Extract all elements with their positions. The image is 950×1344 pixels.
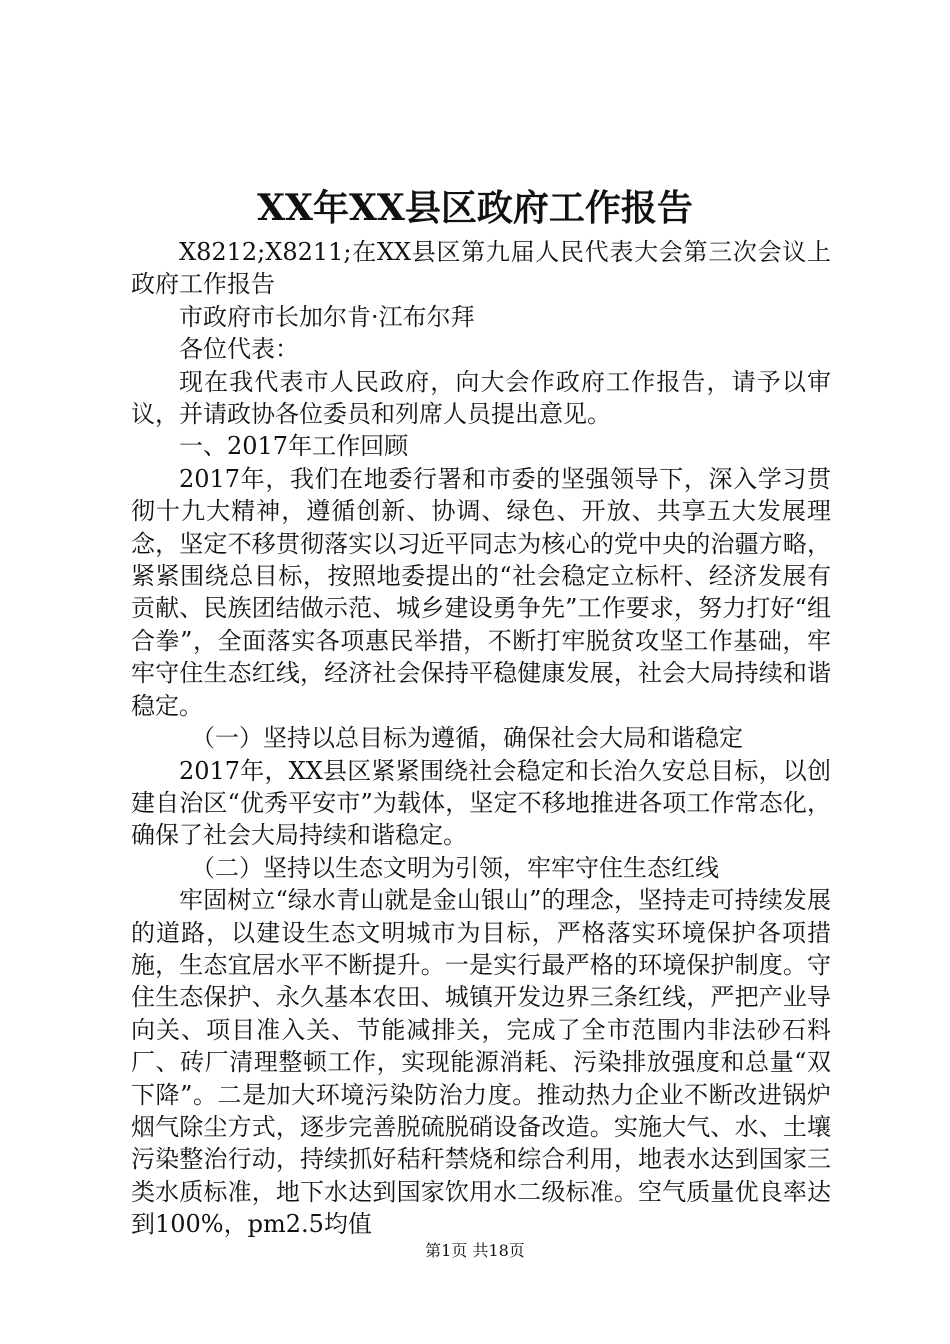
document-body [131,236,831,1241]
paragraph: 2017年，我们在地委行署和市委的坚强领导下，深入学习贯彻十九大精神，遵循创新、协调、绿色、开放、共享五大发展理念，坚定不移贯彻落实以习近平同志为核心的党中央的治疆方略，紧紧围绕总目标，按照地委提出的“社会稳定立标杆、经济发展有贡献、民族团结做示范、城乡建设勇争先”工作要求，努力打好“组合拳”，全面落实各项惠民举措，不断打牢脱贫攻坚工作基础，牢牢守住生态红线，经济社会保持平稳健康发展，社会大局持续和谐稳定。 [131,464,831,720]
page-title: XX年XX县区政府工作报告 [257,187,693,229]
paragraph-intro: 现在我代表市人民政府，向大会作政府工作报告，请予以审议，并请政协各位委员和列席人员提出意见。 [131,367,831,429]
subsection-heading: （一）坚持以总目标为遵循，确保社会大局和谐稳定 [191,724,743,753]
paragraph-salutation: 各位代表： [179,335,299,364]
paragraph-heading-line: X8212;X8211;在XX县区第九届人民代表大会第三次会议上政府工作报告 [131,238,831,299]
page-number-footer: 第1页 共18页 [425,1241,525,1260]
paragraph: 2017年，XX县区紧紧围绕社会稳定和长治久安总目标，以创建自治区“优秀平安市”为载体，坚定不移地推进各项工作常态化，确保了社会大局持续和谐稳定。 [131,756,831,850]
section-heading: 一、2017年工作回顾 [179,432,409,461]
paragraph: 牢固树立“绿水青山就是金山银山”的理念，坚持走可持续发展的道路，以建设生态文明城市为目标，严格落实环境保护各项措施，生态宜居水平不断提升。一是实行最严格的环境保护制度。守住生态保护、永久基本农田、城镇开发边界三条红线，严把产业导向关、项目准入关、节能减排关，完成了全市范围内非法砂石料厂、砖厂清理整顿工作，实现能源消耗、污染排放强度和总量“双下降”。二是加大环境污染防治力度。推动热力企业不断改进锅炉烟气除尘方式，逐步完善脱硫脱硝设备改造。实施大气、水、土壤污染整治行动，持续抓好秸秆禁烧和综合利用，地表水达到国家三类水质标准，地下水达到国家饮用水二级标准。空气质量优良率达到100%，pm2.5均值 [131,886,831,1239]
subsection-heading: （二）坚持以生态文明为引领，牢牢守住生态红线 [191,853,719,882]
paragraph-speaker: 市政府市长加尔肯·江布尔拜 [179,302,475,331]
